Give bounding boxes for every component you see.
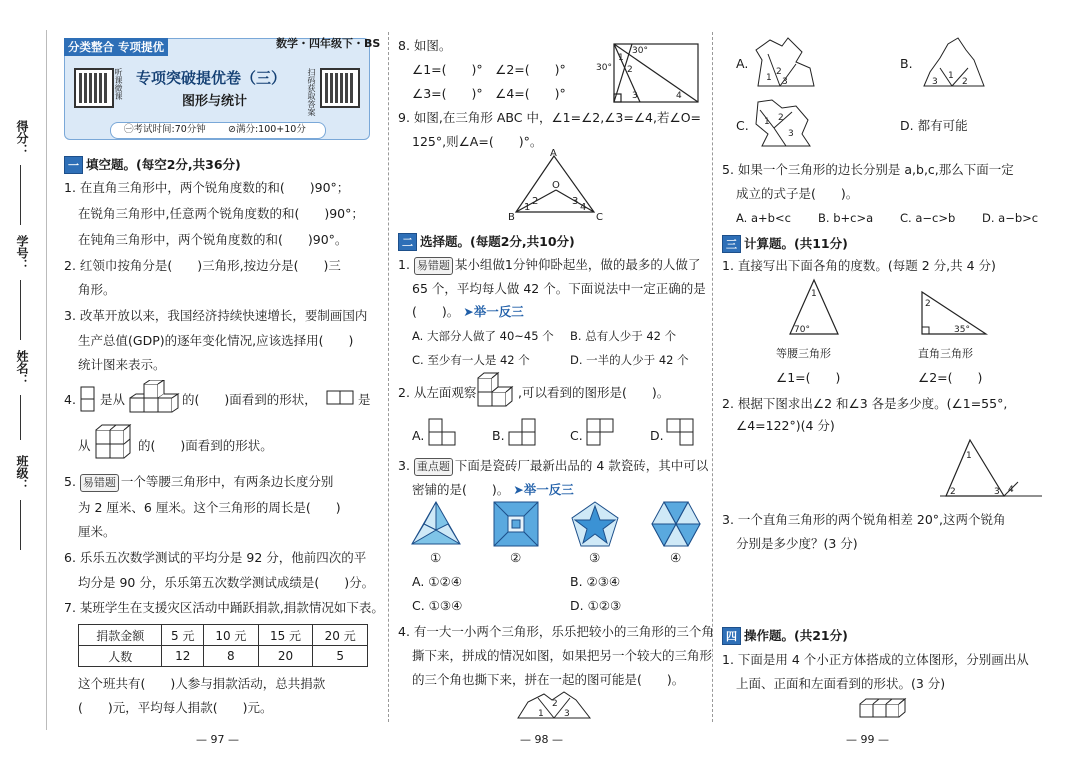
c2-option-c-shape[interactable] [586, 418, 618, 448]
tag-error-prone: 易错题 [80, 474, 119, 492]
svg-text:1: 1 [538, 709, 544, 719]
table-header-cell: 捐款金额 [79, 625, 162, 646]
c4-option-d[interactable]: D. 都有可能 [900, 118, 968, 133]
svg-text:2: 2 [950, 487, 956, 497]
c2-solid-figure [476, 366, 516, 410]
c2-line1: 2. 从左面观察 [398, 385, 477, 400]
exam-score: ⊘满分:100+10分 [228, 124, 306, 135]
table-header-cell: 5 元 [162, 625, 204, 646]
s3q3-line2: 分别是多少度？(3 分) [736, 536, 858, 551]
section-title: 计算题。(共11分) [744, 236, 848, 251]
svg-text:2: 2 [778, 113, 784, 123]
tile-1-triangle[interactable] [410, 500, 462, 548]
q7-line1: 7. 某班学生在支援灾区活动中踊跃捐款,捐款情况如下表。 [64, 600, 384, 615]
table-cell: 12 [162, 646, 204, 667]
header-banner: 分类整合 专项提优 [64, 38, 168, 56]
c1-text: 某小组做1分钟仰卧起坐，做的最多的人做了 [454, 257, 701, 272]
s3q2-line2: ∠4=122°)(4 分) [736, 418, 835, 433]
q9-vertex-label: O [552, 180, 560, 191]
qr-right-caption: 扫码获取答案 [307, 68, 316, 116]
table-cell: 5 [313, 646, 368, 667]
section-number: 三 [722, 235, 741, 253]
table-cell: 人数 [79, 646, 162, 667]
q9-vertex-label: C [596, 212, 603, 222]
c4-torn-angles-figure [514, 690, 594, 720]
table-row [79, 646, 368, 667]
q4-number: 4. [64, 392, 76, 407]
q1-line1: 1. 在直角三角形中，两个锐角度数的和( )90°； [64, 180, 350, 195]
tile-2-square[interactable] [492, 500, 540, 548]
c4-option-b-figure[interactable] [918, 36, 988, 90]
q9-angle-label: 1 [524, 202, 531, 213]
c1-line2: 65 个，平均每人做 42 个。下面说法中一定正确的是 [412, 281, 706, 296]
isosceles-triangle-figure [786, 278, 842, 338]
c5-option-d[interactable]: D. a−b>c [982, 211, 1039, 225]
tag-key-point: 重点题 [414, 458, 453, 476]
s4q1-line2: 上面、正面和左面看到的形状。(3 分) [736, 676, 946, 691]
c2-option-a-label[interactable]: A. [412, 428, 425, 443]
c3-text-2: 密铺的是( )。 [412, 482, 510, 497]
svg-text:1: 1 [766, 73, 772, 83]
q4-solid-figure-1 [128, 380, 180, 416]
q4-view-shape-2 [326, 390, 356, 408]
section-choice [398, 232, 575, 251]
q2-line2: 角形。 [78, 282, 116, 297]
angle2-answer: ∠2=( ) [918, 370, 983, 385]
tile-3-pentagon-star[interactable] [570, 500, 620, 548]
q1-line2: 在锐角三角形中,任意两个锐角度数的和( )90°； [78, 206, 364, 221]
svg-text:2: 2 [962, 77, 968, 87]
page-subtitle: 图形与统计 [182, 94, 248, 109]
svg-text:1: 1 [948, 71, 954, 81]
qr-code-right[interactable] [320, 68, 360, 108]
c3-text: 下面是瓷砖厂最新出品的 4 款瓷砖，其中可以 [454, 458, 709, 473]
student-id-blank [20, 280, 21, 340]
c5-option-b[interactable]: B. b+c>a [818, 211, 874, 225]
c2-option-a-shape[interactable] [428, 418, 460, 448]
c4-option-a-figure[interactable] [752, 36, 816, 90]
angle-35: 35° [954, 325, 970, 335]
s3q2-triangle-figure [940, 436, 1044, 502]
section-title: 选择题。(每题2分,共10分) [420, 234, 575, 249]
c4-line2: 撕下来，拼成的情况如图，如果把另一个较大的三角形 [412, 648, 713, 663]
page-number-98: — 98 — [520, 733, 563, 746]
svg-text:3: 3 [782, 77, 788, 87]
section-title: 操作题。(共21分) [744, 628, 848, 643]
q8-line3: ∠3=( )° ∠4=( )° [412, 86, 566, 101]
q1-line3: 在钝角三角形中，两个锐角度数的和( )90°。 [78, 232, 348, 247]
column-divider [712, 32, 713, 722]
page-title: 专项突破提优卷（三） [136, 69, 287, 87]
c5-line1: 5. 如果一个三角形的边长分别是 a,b,c,那么下面一定 [722, 162, 1014, 177]
binding-line [46, 30, 47, 730]
c3-line1: 3. 重点题 下面是瓷砖厂最新出品的 4 款瓷砖，其中可以 [398, 458, 708, 476]
q9-vertex-label: B [508, 212, 515, 222]
c3-option-b[interactable]: B. ②③④ [570, 574, 621, 589]
tile-label: ③ [589, 550, 601, 565]
q3-line3: 统计图来表示。 [78, 357, 166, 372]
score-blank [20, 165, 21, 225]
class-blank [20, 500, 21, 550]
student-id-label: 学号： [15, 235, 29, 271]
q9-angle-label: 4 [580, 202, 587, 213]
svg-text:1: 1 [811, 289, 817, 299]
q6-line1: 6. 乐乐五次数学测试的平均分是 92 分，他前四次的平 [64, 550, 367, 565]
q5-line2: 为 2 厘米、6 厘米。这个三角形的周长是( ) [78, 500, 341, 515]
c1-option-d[interactable]: D. 一半的人少于 42 个 [570, 353, 689, 367]
table-header-cell: 15 元 [258, 625, 313, 646]
c2-option-b-shape[interactable] [508, 418, 540, 448]
right-triangle-caption: 直角三角形 [918, 347, 973, 360]
s4q1-solid-figure [858, 696, 912, 720]
svg-text:4: 4 [1008, 485, 1014, 495]
section-fill-in [64, 155, 241, 174]
page-number-97: — 97 — [196, 733, 239, 746]
donation-table [78, 624, 368, 667]
q7-line3: ( )元，平均每人捐款( )元。 [78, 700, 273, 715]
name-label: 姓名： [15, 350, 29, 386]
q4-text-is: 是 [358, 392, 371, 407]
q5-line3: 厘米。 [78, 524, 116, 539]
section-number: 四 [722, 627, 741, 645]
related-practice-link[interactable]: ➤举一反三 [463, 304, 524, 319]
c5-option-c[interactable]: C. a−c>b [900, 211, 956, 225]
c5-option-a[interactable]: A. a+b<c [736, 211, 791, 225]
section-calculation [722, 234, 848, 253]
s3q1-line1: 1. 直接写出下面各角的度数。(每题 2 分,共 4 分) [722, 258, 996, 273]
s3q3-line1: 3. 一个直角三角形的两个锐角相差 20°,这两个锐角 [722, 512, 1006, 527]
q8-angle-label: 30° [632, 46, 648, 56]
c4-line1: 4. 有一大一小两个三角形，乐乐把较小的三角形的三个角 [398, 624, 714, 639]
q8-figure [596, 40, 702, 108]
class-label: 班级： [15, 455, 29, 491]
c1-blank: ( )。 [412, 304, 460, 319]
tile-4-hexagon[interactable] [650, 500, 702, 548]
q3-line1: 3. 改革开放以来，我国经济持续快速增长，要制画国内 [64, 308, 368, 323]
c1-option-c[interactable]: C. 至少有一人是 42 个 [412, 353, 530, 367]
q8-angle-label: 4 [676, 91, 682, 101]
q4-text-view: 的( )面看到的形状， [182, 392, 317, 407]
angle1-answer: ∠1=( ) [776, 370, 841, 385]
table-cell: 8 [204, 646, 259, 667]
c3-line2 [412, 482, 574, 498]
q9-angle-label: 3 [572, 196, 579, 207]
c1-option-a[interactable]: A. 大部分人做了 40~45 个 [412, 329, 554, 343]
c3-option-c[interactable]: C. ①③④ [412, 598, 463, 613]
qr-code-left[interactable] [74, 68, 114, 108]
q8-line2: ∠1=( )° ∠2=( )° [412, 62, 566, 77]
table-row [79, 625, 368, 646]
exam-time: ㊀考试时间:70分钟 [124, 124, 206, 135]
q9-figure [506, 148, 606, 222]
c2-option-c-label[interactable]: C. [570, 428, 583, 443]
q9-vertex-label: A [550, 148, 557, 159]
q9-line1: 9. 如图,在三角形 ABC 中，∠1=∠2,∠3=∠4,若∠O= [398, 110, 702, 125]
svg-text:2: 2 [776, 67, 782, 77]
c4-option-a-label[interactable]: A. [736, 56, 749, 71]
subject-label: 数学・四年级下・BS [276, 37, 381, 50]
c4-line3: 的三个角也撕下来，拼在一起的图可能是( )。 [412, 672, 685, 687]
c4-option-b-label[interactable]: B. [900, 56, 913, 71]
q3-line2: 生产总值(GDP)的逐年变化情况,应该选择用( ) [78, 333, 354, 348]
c2-option-d-shape[interactable] [666, 418, 698, 448]
q4-view-shape-1 [80, 386, 96, 414]
q5-text: 一个等腰三角形中，有两条边长度分别 [120, 474, 334, 489]
c2-line2: ,可以看到的图形是( )。 [518, 385, 670, 400]
q8-angle-label: 2 [627, 65, 633, 75]
q5-line1: 5. 易错题 一个等腰三角形中，有两条边长度分别 [64, 474, 333, 492]
svg-text:2: 2 [552, 699, 558, 709]
q9-angle-label: 2 [532, 196, 539, 207]
q8-line1: 8. 如图。 [398, 38, 452, 53]
q8-angle-label: 30° [596, 63, 612, 73]
c1-line3 [412, 304, 524, 320]
c4-option-c-label[interactable]: C. [736, 118, 749, 133]
s3q2-line1: 2. 根据下图求出∠2 和∠3 各是多少度。(∠1=55°, [722, 396, 1008, 411]
q4-solid-figure-2 [94, 424, 134, 464]
c3-option-d[interactable]: D. ①②③ [570, 598, 622, 613]
q4-text-from-2: 从 [78, 438, 91, 453]
s4q1-line1: 1. 下面是用 4 个小正方体搭成的立体图形，分别画出从 [722, 652, 1029, 667]
table-header-cell: 20 元 [313, 625, 368, 646]
table-header-cell: 10 元 [204, 625, 259, 646]
angle-70: 70° [794, 325, 810, 335]
svg-text:3: 3 [994, 487, 1000, 497]
tile-label: ② [510, 550, 522, 565]
q4-text-from: 是从 [100, 392, 126, 407]
q8-angle-label: 1 [618, 53, 624, 63]
page-number-99: — 99 — [846, 733, 889, 746]
c2-option-b-label[interactable]: B. [492, 428, 505, 443]
svg-text:3: 3 [564, 709, 570, 719]
q7-line2: 这个班共有( )人参与捐款活动，总共捐款 [78, 676, 326, 691]
q8-angle-label: 3 [632, 91, 638, 101]
section-number: 二 [398, 233, 417, 251]
tile-label: ④ [670, 550, 682, 565]
svg-text:1: 1 [966, 451, 972, 461]
c5-line2: 成立的式子是( )。 [736, 186, 859, 201]
c1-option-b[interactable]: B. 总有人少于 42 个 [570, 329, 677, 343]
c2-option-d-label[interactable]: D. [650, 428, 664, 443]
qr-left-caption: 听课微课 [114, 68, 123, 100]
section-number: 一 [64, 156, 83, 174]
isosceles-caption: 等腰三角形 [776, 347, 831, 360]
section-title: 填空题。(每空2分,共36分) [86, 157, 241, 172]
c1-line1: 1. 易错题 某小组做1分钟仰卧起坐，做的最多的人做了 [398, 257, 700, 275]
tag-error-prone: 易错题 [414, 257, 453, 275]
q9-line2: 125°,则∠A=( )°。 [412, 134, 543, 149]
q2-line1: 2. 红领巾按角分是( )三角形,按边分是( )三 [64, 258, 341, 273]
column-divider [388, 32, 389, 722]
q4-text-view-2: 的( )面看到的形状。 [138, 438, 273, 453]
svg-text:3: 3 [788, 129, 794, 139]
name-blank [20, 395, 21, 440]
related-practice-link[interactable]: ➤举一反三 [513, 482, 574, 497]
tile-label: ① [430, 550, 442, 565]
svg-text:3: 3 [932, 77, 938, 87]
svg-text:1: 1 [764, 117, 770, 127]
c3-option-a[interactable]: A. ①②④ [412, 574, 462, 589]
right-triangle-figure [918, 290, 990, 338]
c4-option-c-figure[interactable] [752, 98, 812, 148]
svg-text:2: 2 [925, 299, 931, 309]
table-cell: 20 [258, 646, 313, 667]
score-label: 得分： [15, 120, 29, 156]
section-operation [722, 626, 848, 645]
q6-line2: 均分是 90 分，乐乐第五次数学测试成绩是( )分。 [78, 575, 375, 590]
